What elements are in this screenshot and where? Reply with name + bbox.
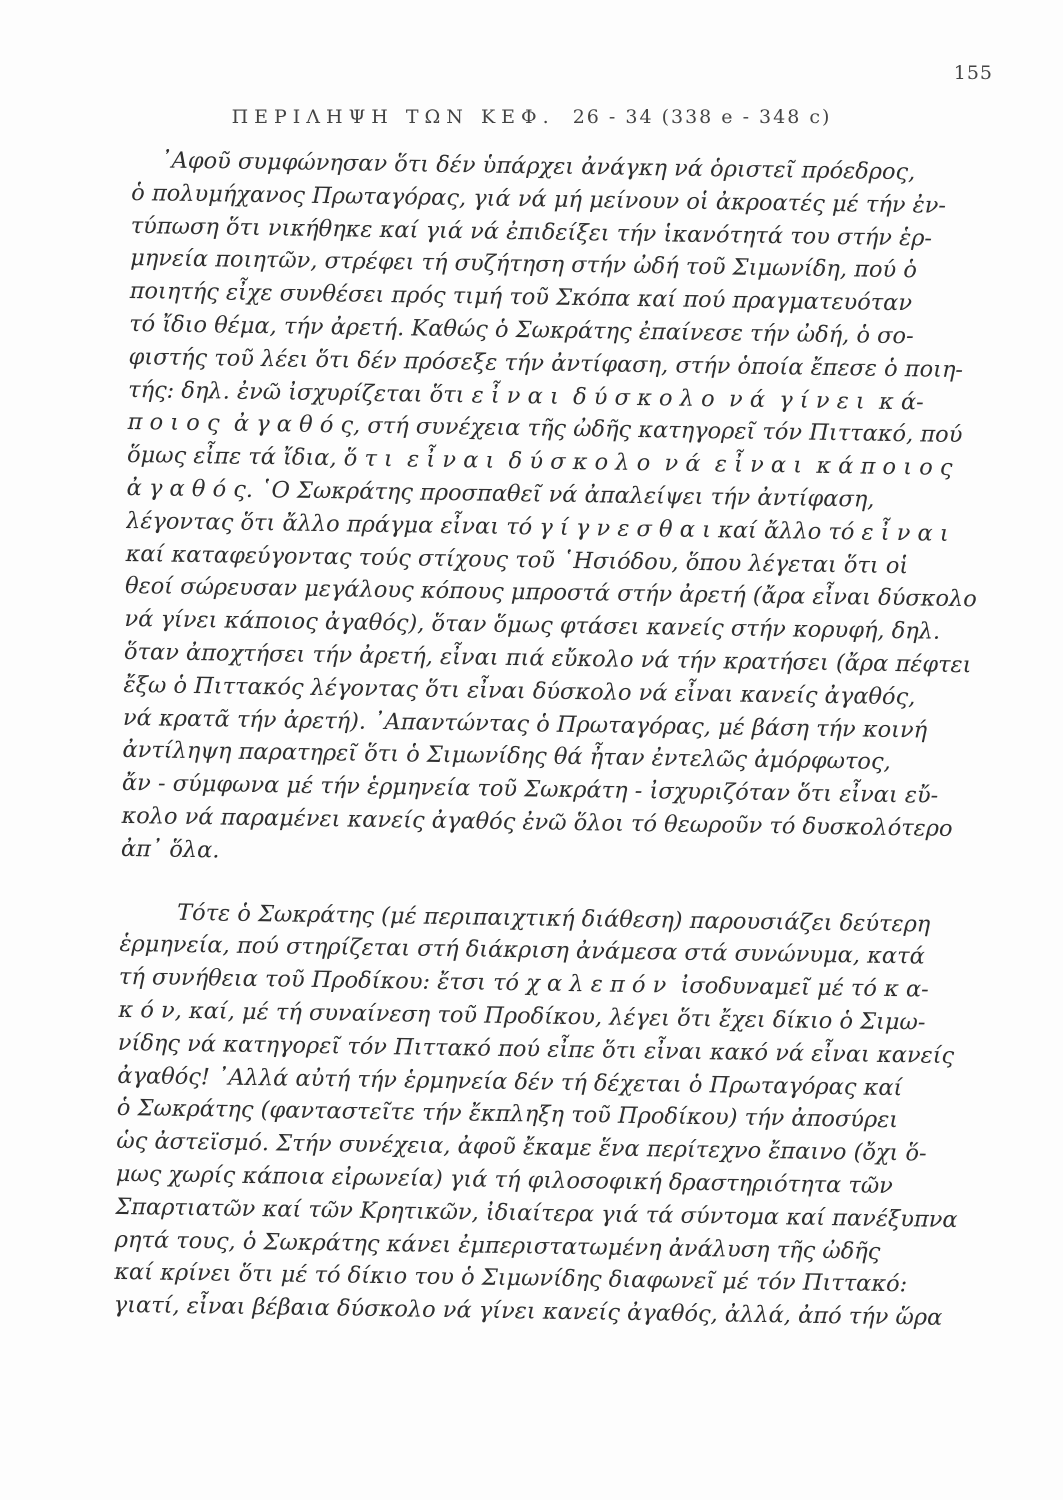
text-line: ὅμως εἶπε τά ἴδια, ὅ τ ι ε ἶ ν α ι δ ύ σ κ ο λ ο ν ά ε ἶ ν α ι κ ά π ο ι ο ς — [126, 442, 953, 482]
text-line: ἀ γ α θ ό ς. ῾Ο Σωκράτης προσπαθεῖ νά ἀπαλείψει τήν ἀντίφαση, — [126, 474, 875, 513]
body-text — [113, 144, 991, 1335]
text-line: ὁ Σωκράτης (φανταστεῖτε τήν ἔκπληξη τοῦ Προδίκου) τήν ἀποσύρει — [116, 1095, 899, 1134]
text-line: ἄν - σύμφωνα μέ τήν ἑρμηνεία τοῦ Σωκράτη - ἰσχυριζόταν ὅτι εἶναι εὔ- — [121, 770, 939, 809]
text-line: τή συνήθεια τοῦ Προδίκου: ἔτσι τό χ α λ ε π ό ν ἰσοδυναμεῖ μέ τό κ α- — [118, 964, 929, 1003]
text-line: φιστής τοῦ λέει ὅτι δέν πρόσεξε τήν ἀντίφαση, στήν ὁποία ἔπεσε ὁ ποιη- — [128, 343, 964, 383]
text-line: καί κρίνει ὅτι μέ τό δίκιο του ὁ Σιμωνίδης διαφωνεῖ μέ τόν Πιττακό: — [114, 1259, 908, 1298]
text-line: ὅταν ἀποχτήσει τήν ἀρετή, εἶναι πιά εὔκολο νά τήν κρατήσει (ἄρα πέφτει — [123, 638, 972, 679]
section-heading — [0, 106, 1063, 128]
text-line: ποιητής εἶχε συνθέσει πρός τιμή τοῦ Σκόπα καί πού πραγματευόταν — [129, 278, 913, 317]
text-line: ἀντίληψη παρατηρεῖ ὅτι ὁ Σιμωνίδης θά ἦταν ἐντελῶς ἀμόρφωτος, — [122, 737, 891, 776]
text-line: π ο ι ο ς ἀ γ α θ ό ς, στή συνέχεια τῆς ὠδῆς κατηγορεῖ τόν Πιττακό, πού — [127, 409, 963, 449]
text-line: μως χωρίς κάποια εἰρωνεία) γιά τή φιλοσοφική δραστηριότητα τῶν — [115, 1160, 894, 1199]
text-line: μηνεία ποιητῶν, στρέφει τή συζήτηση στήν ὠδή τοῦ Σιμωνίδη, πού ὁ — [129, 245, 918, 284]
text-line: ρητά τους, ὁ Σωκράτης κάνει ἐμπεριστατωμένη ἀνάλυση τῆς ὠδῆς — [114, 1226, 881, 1265]
text-line: ὡς ἀστεϊσμό. Στήν συνέχεια, ἀφοῦ ἔκαμε ἕνα περίτεχνο ἔπαινο (ὄχι ὅ- — [116, 1127, 927, 1167]
text-line: γιατί, εἶναι βέβαια δύσκολο νά γίνει κανείς ἀγαθός, ἀλλά, ἀπό τήν ὥρα — [113, 1291, 943, 1331]
text-line: ἀγαθός! ᾿Αλλά αὐτή τήν ἑρμηνεία δέν τή δέχεται ὁ Πρωταγόρας καί — [117, 1062, 903, 1101]
text-line: ἀπ᾿ ὅλα. — [120, 835, 220, 864]
text-line: τό ἴδιο θέμα, τήν ἀρετή. Καθώς ὁ Σωκράτης ἐπαίνεσε τήν ὠδή, ὁ σο- — [128, 310, 914, 350]
paragraph-1 — [121, 144, 992, 879]
heading-title: ΠΕΡΙΛΗΨΗ ΤΩΝ ΚΕΦ. — [231, 106, 555, 128]
text-line: ἔξω ὁ Πιττακός λέγοντας ὅτι εἶναι δύσκολο νά εἶναι κανείς ἀγαθός, — [123, 671, 916, 711]
text-line: ὁ πολυμήχανος Πρωταγόρας, γιά νά μή μείνουν οἱ ἀκροατές μέ τήν ἐν- — [131, 179, 947, 219]
page-number: 155 — [953, 62, 993, 84]
text-line: νά γίνει κάποιος ἀγαθός), ὅταν ὅμως φτάσει κανείς στήν κορυφή, δηλ. — [124, 606, 941, 645]
text-line: τής: δηλ. ἐνῶ ἰσχυρίζεται ὅτι ε ἶ ν α ι δ ύ σ κ ο λ ο ν ά γ ί ν ε ι κ ά- — [127, 376, 924, 416]
heading-range: 26 - 34 (338 e - 348 c) — [572, 106, 832, 128]
text-line: Τότε ὁ Σωκράτης (μέ περιπαιχτική διάθεση) παρουσιάζει δεύτερη — [119, 898, 931, 938]
paragraph-2 — [113, 895, 980, 1335]
text-line: ἑρμηνεία, πού στηρίζεται στή διάκριση ἀνάμεσα στά συνώνυμα, κατά — [119, 931, 925, 970]
text-line: θεοί σώρευσαν μεγάλους κόπους μπροστά στήν ἀρετή (ἄρα εἶναι δύσκολο — [124, 573, 978, 613]
text-line: ᾿Αφοῦ συμφώνησαν ὅτι δέν ὑπάρχει ἀνάγκη νά ὁριστεῖ πρόεδρος, — [131, 146, 916, 186]
text-line: κολο νά παραμένει κανείς ἀγαθός ἐνῶ ὅλοι τό θεωροῦν τό δυσκολότερο — [121, 802, 953, 842]
text-line: καί καταφεύγοντας τούς στίχους τοῦ ῾Ησιόδου, ὅπου λέγεται ὅτι οἱ — [125, 540, 909, 579]
text-line: κ ό ν, καί, μέ τή συναίνεση τοῦ Προδίκου, λέγει ὅτι ἔχει δίκιο ὁ Σιμω- — [118, 996, 926, 1036]
text-line: τύπωση ὅτι νικήθηκε καί γιά νά ἐπιδείξει τήν ἱκανότητά του στήν ἑρ- — [130, 212, 933, 252]
text-line: λέγοντας ὅτι ἄλλο πράγμα εἶναι τό γ ί γ ν ε σ θ α ι καί ἄλλο τό ε ἶ ν α ι — [125, 507, 949, 547]
text-line: Σπαρτιατῶν καί τῶν Κρητικῶν, ἰδιαίτερα γιά τά σύντομα καί πανέξυπνα — [115, 1193, 958, 1233]
text-line: νά κρατᾶ τήν ἀρετή). ᾿Απαντώντας ὁ Πρωταγόρας, μέ βάση τήν κοινή — [122, 704, 928, 744]
text-line: νίδης νά κατηγορεῖ τόν Πιττακό πού εἶπε ὅτι εἶναι κακό νά εἶναι κανείς — [117, 1029, 955, 1069]
